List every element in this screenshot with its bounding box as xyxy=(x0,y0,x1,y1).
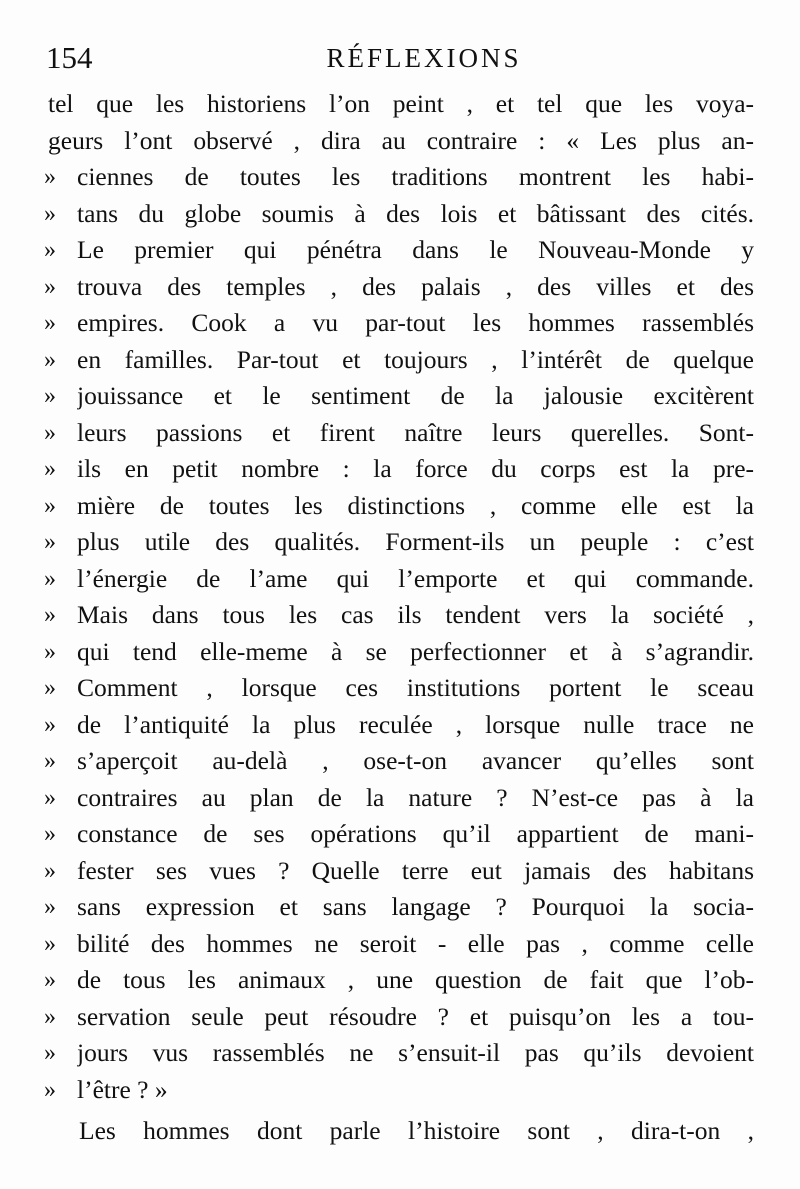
text-line xyxy=(0,670,800,706)
line-text: tans du globe soumis à des lois et bâtissant des cités. xyxy=(77,198,754,228)
text-line xyxy=(0,597,800,633)
quote-mark: » xyxy=(44,200,56,227)
line-text: sans expression et sans langage ? Pourquoi la socia- xyxy=(77,892,754,921)
quote-mark: » xyxy=(44,310,56,336)
line-text: mière de toutes les distinctions , comme elle est la xyxy=(77,490,754,520)
line-text: Mais dans tous les cas ils tendent vers la société , xyxy=(77,600,754,629)
quote-mark: » xyxy=(44,1040,56,1066)
line-text: en familles. Par-tout et toujours , l’intérêt de quelque xyxy=(77,344,754,374)
quote-mark: » xyxy=(44,383,56,409)
text-line xyxy=(0,269,800,305)
text-line xyxy=(0,743,800,779)
line-text: jouissance et le sentiment de la jalousie excitèrent xyxy=(77,381,754,410)
quote-mark: » xyxy=(44,894,56,920)
text-line xyxy=(0,1113,800,1149)
text-line xyxy=(0,889,800,925)
line-text: jours vus rassemblés ne s’ensuit-il pas qu’ils devoient xyxy=(77,1038,754,1067)
quote-mark: » xyxy=(44,784,56,811)
line-text: geurs l’ont observé , dira au contraire : « Les plus an- xyxy=(48,125,754,155)
line-text: l’énergie de l’ame qui l’emporte et qui commande. xyxy=(77,563,754,593)
line-text: de l’antiquité la plus reculée , lorsque nulle trace ne xyxy=(77,709,754,739)
text-line xyxy=(0,159,800,195)
line-text: contraires au plan de la nature ? N’est-ce pas à la xyxy=(77,782,754,812)
text-line xyxy=(0,524,800,560)
quote-mark: » xyxy=(44,602,56,628)
running-head xyxy=(46,38,754,78)
quote-mark: » xyxy=(44,1076,56,1103)
quote-mark: » xyxy=(44,967,56,993)
quote-mark: » xyxy=(44,237,56,263)
line-text: Le premier qui pénétra dans le Nouveau-Monde y xyxy=(77,235,754,264)
quote-mark: » xyxy=(44,1003,56,1030)
text-line xyxy=(0,305,800,341)
quote-mark: » xyxy=(44,456,56,482)
text-line xyxy=(0,415,800,451)
running-title: RÉFLEXIONS xyxy=(326,43,522,73)
quote-mark: » xyxy=(44,857,56,884)
quote-mark: » xyxy=(44,419,56,446)
text-line xyxy=(0,378,800,414)
line-text: empires. Cook a vu par-tout les hommes rassemblés xyxy=(77,308,754,337)
text-line xyxy=(0,342,800,378)
quote-mark: » xyxy=(44,711,56,738)
line-text: tel que les historiens l’on peint , et tel que les voya- xyxy=(48,89,754,118)
text-line xyxy=(0,86,800,122)
text-line xyxy=(0,634,800,670)
text-line xyxy=(0,123,800,159)
text-line xyxy=(0,707,800,743)
quote-mark: » xyxy=(44,821,56,847)
text-line xyxy=(0,999,800,1035)
text-line xyxy=(0,853,800,889)
text-line xyxy=(0,816,800,852)
quote-mark: » xyxy=(44,565,56,592)
line-text: constance de ses opérations qu’il appartient de mani- xyxy=(77,819,754,848)
page-number: 154 xyxy=(46,40,93,75)
line-text: plus utile des qualités. Forment-ils un peuple : c’est xyxy=(77,527,754,556)
quote-mark: » xyxy=(44,492,56,519)
line-text: qui tend elle-meme à se perfectionner et à s’agrandir. xyxy=(77,636,754,666)
line-text: ils en petit nombre : la force du corps est la pre- xyxy=(77,454,754,483)
line-text: Les hommes dont parle l’histoire sont , dira-t-on , xyxy=(79,1116,754,1145)
text-line xyxy=(0,1072,800,1108)
line-text: ciennes de toutes les traditions montrent les habi- xyxy=(77,162,754,191)
line-text: trouva des temples , des palais , des villes et des xyxy=(77,271,754,301)
line-text: leurs passions et firent naître leurs querelles. Sont- xyxy=(77,417,754,447)
quote-mark: » xyxy=(44,638,56,665)
text-line xyxy=(0,1035,800,1071)
quote-mark: » xyxy=(44,346,56,373)
line-text: Comment , lorsque ces institutions portent le sceau xyxy=(77,673,754,702)
quote-mark: » xyxy=(44,748,56,774)
line-text: l’être ? » xyxy=(77,1074,168,1104)
line-text: de tous les animaux , une question de fait que l’ob- xyxy=(77,965,754,994)
line-text: fester ses vues ? Quelle terre eut jamais des habitans xyxy=(77,855,754,885)
text-line xyxy=(0,561,800,597)
text-line xyxy=(0,926,800,962)
quote-mark: » xyxy=(44,930,56,957)
line-text: servation seule peut résoudre ? et puisqu’on les a tou- xyxy=(77,1001,754,1031)
text-line xyxy=(0,451,800,487)
text-line xyxy=(0,780,800,816)
text-line xyxy=(0,488,800,524)
quote-mark: » xyxy=(44,675,56,701)
quote-mark: » xyxy=(44,164,56,190)
quote-mark: » xyxy=(44,529,56,555)
text-line xyxy=(0,232,800,268)
quote-mark: » xyxy=(44,273,56,300)
line-text: bilité des hommes ne seroit - elle pas , comme celle xyxy=(77,928,754,958)
text-line xyxy=(0,196,800,232)
line-text: s’aperçoit au-delà , ose-t-on avancer qu’elles sont xyxy=(77,746,754,775)
text-line xyxy=(0,962,800,998)
